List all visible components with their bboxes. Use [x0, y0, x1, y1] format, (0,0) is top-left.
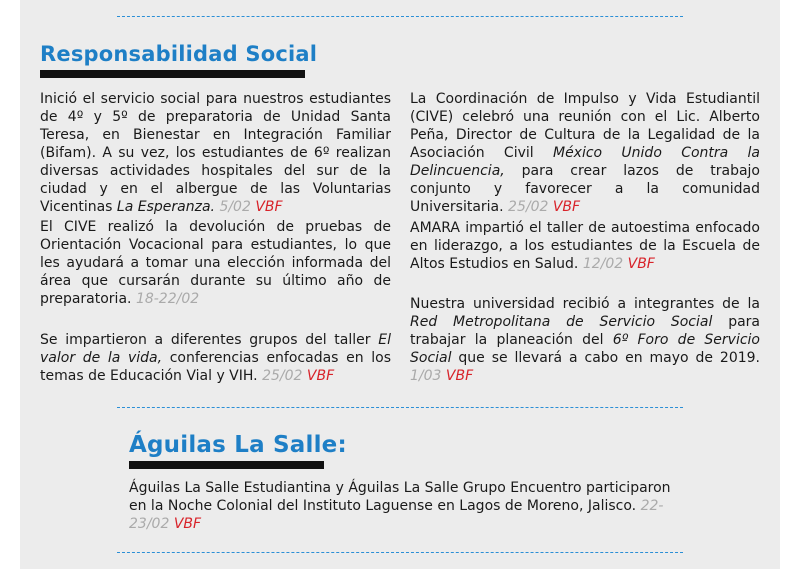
- italic-text: La Esperanza.: [116, 199, 215, 215]
- title-underline: [40, 70, 305, 78]
- news-item: [129, 479, 680, 533]
- date-label: 12/02: [582, 256, 624, 272]
- date-label: 25/02: [508, 199, 549, 215]
- source-tag: VBF: [306, 368, 335, 384]
- italic-text: México Unido Contra la Delincuencia,: [410, 145, 761, 179]
- body-text: La Coordinación de Impulso y Vida Estudiantil (CIVE) celebró una reunión con el Lic. Alberto Peña, Director de Cultura de la Legalidad de la Asociación Civil: [410, 91, 760, 161]
- date-label: 22-23/02: [129, 498, 664, 532]
- italic-text: Red Metropolitana de Servicio Social: [410, 314, 713, 330]
- news-item: [40, 90, 391, 216]
- body-text: conferencias enfocadas en los temas de Educación Vial y VIH.: [40, 350, 391, 384]
- date-label: 18-22/02: [135, 291, 200, 307]
- news-item: [40, 218, 391, 308]
- source-tag: VBF: [627, 256, 655, 272]
- body-text: Inició el servicio social para nuestros estudiantes de 4º y 5º de preparatoria de Unidad Santa Teresa, en Bienestar en Integración Familiar (Bifam). A su vez, los estudiantes de 6º realizan diversas actividades hospitales del sur de la ciudad y en el albergue de las Voluntarias Vicentinas: [40, 91, 391, 215]
- divider-middle: [117, 407, 683, 408]
- divider-top: [117, 16, 683, 17]
- divider-bottom: [117, 552, 683, 553]
- body-text: para crear lazos de trabajo conjunto y favorecer a la comunidad Universitaria.: [410, 163, 760, 215]
- body-text: Águilas La Salle Estudiantina y Águilas La Salle Grupo Encuentro participaron en la Noche Colonial del Instituto Laguense en Lagos de Moreno, Jalisco.: [129, 480, 671, 514]
- body-text: El CIVE realizó la devolución de pruebas de Orientación Vocacional para estudiantes, lo que les ayudará a tomar una elección informada del área que cursarán durante su último año de preparatoria.: [40, 219, 391, 307]
- news-item: [410, 219, 760, 273]
- body-text: para trabajar la planeación del: [410, 314, 760, 348]
- body-text: Se impartieron a diferentes grupos del taller: [40, 332, 379, 348]
- title-underline: [129, 461, 324, 469]
- body-text: que se llevará a cabo en mayo de 2019.: [451, 350, 760, 366]
- source-tag: VBF: [255, 199, 283, 215]
- news-item: [40, 331, 391, 385]
- body-text: AMARA impartió el taller de autoestima enfocado en liderazgo, a los estudiantes de la Escuela de Altos Estudios en Salud.: [410, 220, 760, 272]
- body-text: Nuestra universidad recibió a integrantes de la: [410, 296, 760, 312]
- source-tag: VBF: [552, 199, 581, 215]
- date-label: 25/02: [262, 368, 303, 384]
- section-title-aguilas: Águilas La Salle:: [129, 432, 347, 458]
- date-label: 5/02: [219, 199, 251, 215]
- section-title-responsabilidad: Responsabilidad Social: [40, 42, 318, 66]
- source-tag: VBF: [445, 368, 474, 384]
- italic-text: El valor de la vida,: [40, 332, 391, 366]
- news-item: [410, 295, 760, 385]
- date-label: 1/03: [410, 368, 442, 384]
- source-tag: VBF: [173, 516, 202, 532]
- italic-text: 6º Foro de Servicio Social: [410, 332, 760, 366]
- news-item: [410, 90, 760, 216]
